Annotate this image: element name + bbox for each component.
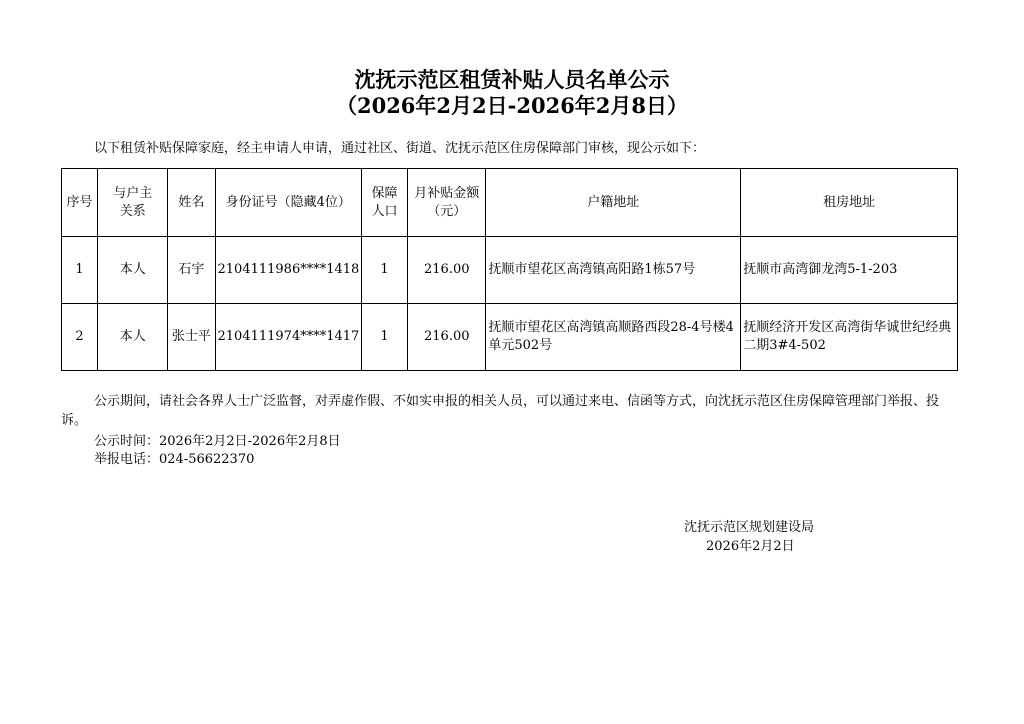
cell-seq: 1 xyxy=(62,237,98,304)
cell-seq: 2 xyxy=(62,304,98,371)
intro-text: 以下租赁补贴保障家庭，经主申请人申请，通过社区、街道、沈抚示范区住房保障部门审核，现公示如下： xyxy=(94,141,706,156)
header-relation: 与户主 关系 xyxy=(98,169,168,237)
cell-persons: 1 xyxy=(361,304,407,371)
page-subtitle-period: （2026年2月2日-2026年2月8日） xyxy=(335,93,689,118)
cell-household-address: 抚顺市望花区高湾镇高顺路西段28-4号楼4单元502号 xyxy=(486,304,741,371)
cell-household-address: 抚顺市望花区高湾镇高阳路1栋57号 xyxy=(486,237,741,304)
notice-text: 公示期间，请社会各界人士广泛监督，对弄虚作假、不如实申报的相关人员，可以通过来电、信函等方式，向沈抚示范区住房保障管理部门举报、投诉。 xyxy=(61,394,940,428)
header-name: 姓名 xyxy=(168,169,215,237)
header-persons: 保障 人口 xyxy=(361,169,407,237)
cell-amount: 216.00 xyxy=(408,237,486,304)
report-hotline: 举报电话：024-56622370 xyxy=(94,452,255,467)
notice-paragraph xyxy=(61,392,961,430)
issue-date: 2026年2月2日 xyxy=(706,539,795,554)
cell-persons: 1 xyxy=(361,237,407,304)
subsidy-table xyxy=(61,168,958,371)
table-row xyxy=(62,304,958,371)
cell-name: 石宇 xyxy=(168,237,215,304)
cell-relation: 本人 xyxy=(98,304,168,371)
cell-rental-address: 抚顺经济开发区高湾街华诚世纪经典二期3#4-502 xyxy=(741,304,958,371)
cell-rental-address: 抚顺市高湾御龙湾5-1-203 xyxy=(741,237,958,304)
table-row xyxy=(62,237,958,304)
cell-id-number: 2104111974****1417 xyxy=(215,304,361,371)
notice-period: 公示时间：2026年2月2日-2026年2月8日 xyxy=(94,434,341,449)
header-rental-address: 租房地址 xyxy=(741,169,958,237)
header-household-address: 户籍地址 xyxy=(486,169,741,237)
header-id-number: 身份证号（隐藏4位） xyxy=(215,169,361,237)
issuer-name: 沈抚示范区规划建设局 xyxy=(684,520,815,535)
cell-id-number: 2104111986****1418 xyxy=(215,237,361,304)
header-amount: 月补贴金额 （元） xyxy=(408,169,486,237)
table-header-row xyxy=(62,169,958,237)
cell-amount: 216.00 xyxy=(408,304,486,371)
cell-name: 张士平 xyxy=(168,304,215,371)
page-title: 沈抚示范区租赁补贴人员名单公示 xyxy=(354,67,670,92)
cell-relation: 本人 xyxy=(98,237,168,304)
header-seq: 序号 xyxy=(62,169,98,237)
